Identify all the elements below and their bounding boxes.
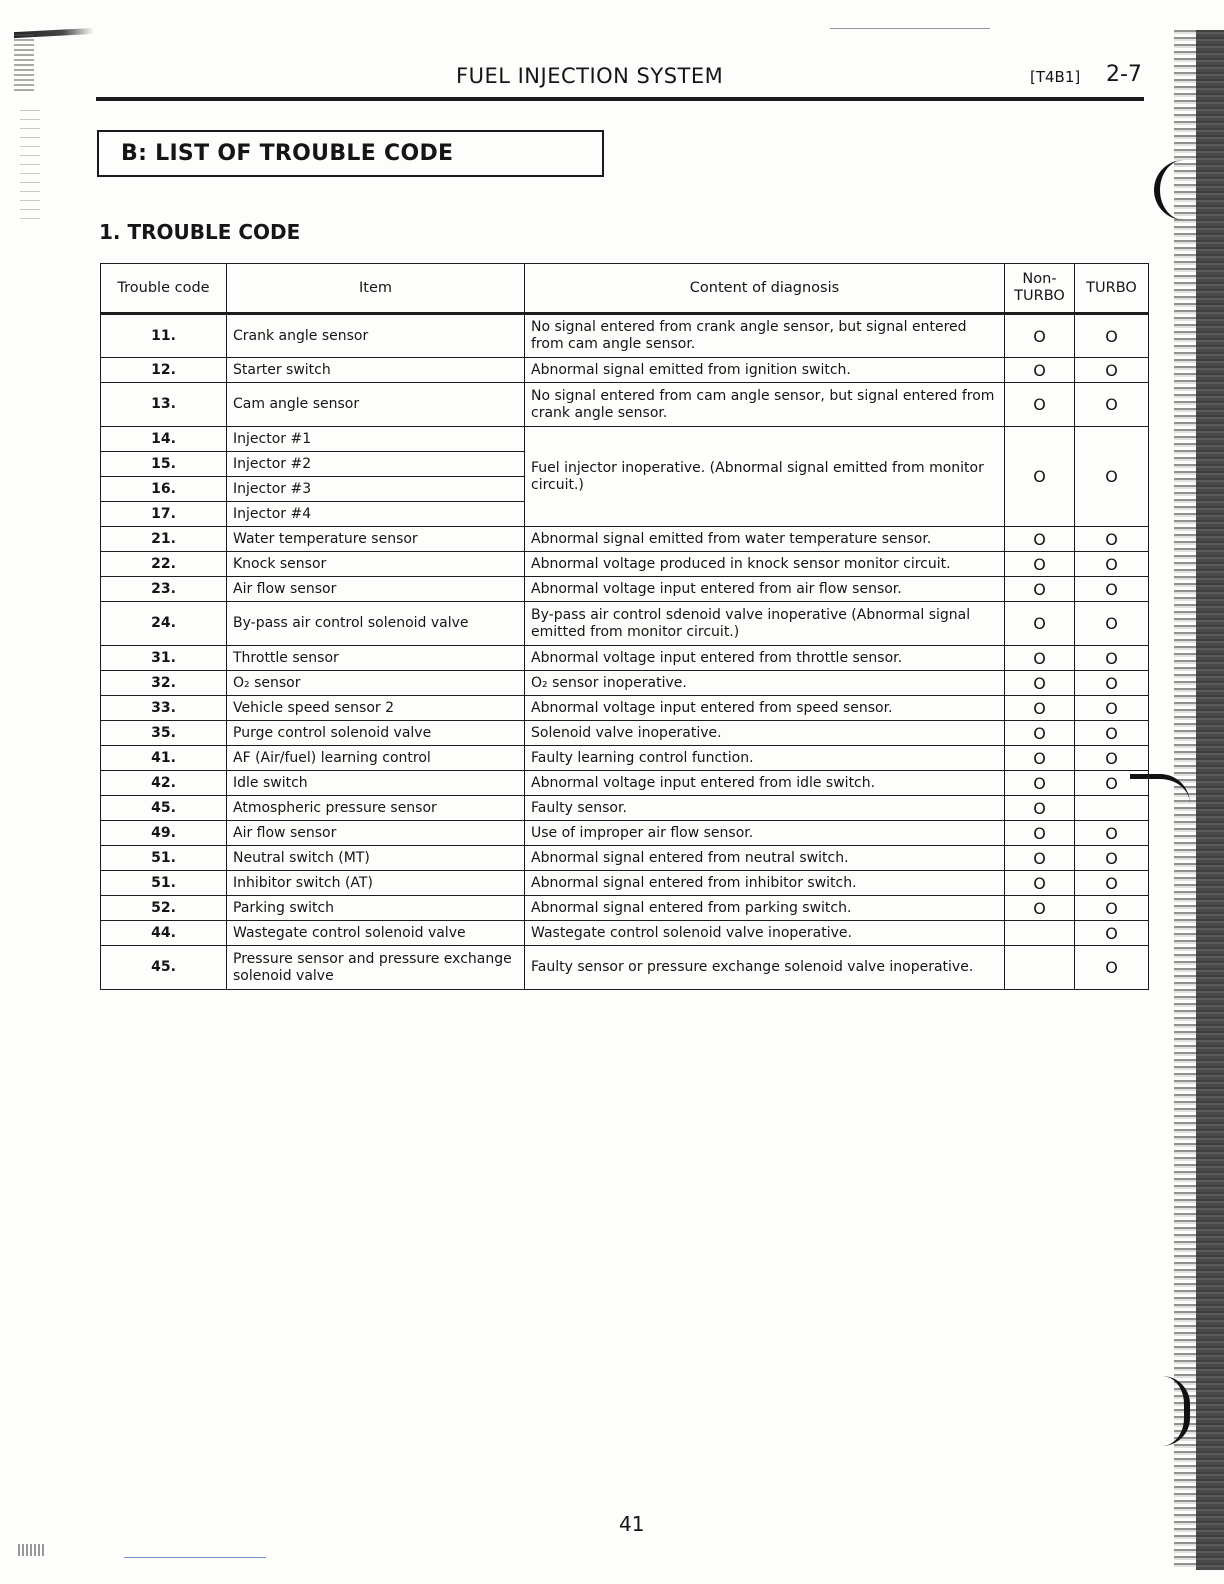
table-row [101, 552, 1149, 577]
diagnosis: No signal entered from cam angle sensor, but signal entered from crank angle sensor. [525, 383, 1005, 427]
trouble-code: 52. [101, 896, 227, 921]
turbo-mark: O [1075, 602, 1149, 646]
table-row [101, 671, 1149, 696]
trouble-code: 35. [101, 721, 227, 746]
turbo-mark: O [1075, 721, 1149, 746]
trouble-code: 44. [101, 921, 227, 946]
table-row [101, 314, 1149, 358]
page-header [96, 62, 1144, 98]
item: Parking switch [227, 896, 525, 921]
trouble-code: 45. [101, 946, 227, 990]
turbo-mark: O [1075, 921, 1149, 946]
diagnosis: By-pass air control sdenoid valve inoperative (Abnormal signal emitted from monitor circuit.) [525, 602, 1005, 646]
trouble-code: 32. [101, 671, 227, 696]
item: Neutral switch (MT) [227, 846, 525, 871]
header-trouble-code: Trouble code [101, 264, 227, 314]
trouble-code: 21. [101, 527, 227, 552]
trouble-code: 13. [101, 383, 227, 427]
trouble-code: 41. [101, 746, 227, 771]
trouble-code: 11. [101, 314, 227, 358]
nonturbo-mark: O [1005, 796, 1075, 821]
nonturbo-mark: O [1005, 577, 1075, 602]
item: O₂ sensor [227, 671, 525, 696]
table-row [101, 796, 1149, 821]
nonturbo-mark: O [1005, 696, 1075, 721]
item: By-pass air control solenoid valve [227, 602, 525, 646]
trouble-code: 22. [101, 552, 227, 577]
header-rule [96, 97, 1144, 101]
diagnosis: Wastegate control solenoid valve inoperative. [525, 921, 1005, 946]
diagnosis: Faulty sensor or pressure exchange solenoid valve inoperative. [525, 946, 1005, 990]
section-title: B: LIST OF TROUBLE CODE [121, 141, 454, 166]
nonturbo-mark: O [1005, 896, 1075, 921]
scan-artifact-binder-ring-top [1154, 160, 1190, 220]
page-number: 41 [619, 1512, 645, 1536]
item: Air flow sensor [227, 577, 525, 602]
scan-artifact-corner-specks [14, 34, 34, 94]
trouble-code: 51. [101, 846, 227, 871]
turbo-mark: O [1075, 771, 1149, 796]
trouble-code: 31. [101, 646, 227, 671]
item: Cam angle sensor [227, 383, 525, 427]
turbo-mark: O [1075, 946, 1149, 990]
diagnosis: Faulty learning control function. [525, 746, 1005, 771]
header-diagnosis: Content of diagnosis [525, 264, 1005, 314]
turbo-mark: O [1075, 646, 1149, 671]
nonturbo-mark: O [1005, 383, 1075, 427]
turbo-mark: O [1075, 527, 1149, 552]
turbo-mark: O [1075, 746, 1149, 771]
item: Crank angle sensor [227, 314, 525, 358]
diagnosis: Faulty sensor. [525, 796, 1005, 821]
nonturbo-mark: O [1005, 746, 1075, 771]
diagnosis: Solenoid valve inoperative. [525, 721, 1005, 746]
diagnosis: No signal entered from crank angle sensor, but signal entered from cam angle sensor. [525, 314, 1005, 358]
table-header-row [101, 264, 1149, 314]
table-row [101, 383, 1149, 427]
trouble-code: 17. [101, 502, 227, 527]
trouble-code: 42. [101, 771, 227, 796]
trouble-code: 33. [101, 696, 227, 721]
header-page-ref: 2-7 [1106, 62, 1142, 87]
trouble-code: 24. [101, 602, 227, 646]
nonturbo-mark: O [1005, 314, 1075, 358]
diagnosis: Abnormal signal emitted from water temperature sensor. [525, 527, 1005, 552]
trouble-code: 15. [101, 452, 227, 477]
nonturbo-mark [1005, 921, 1075, 946]
diagnosis: Use of improper air flow sensor. [525, 821, 1005, 846]
turbo-mark: O [1075, 871, 1149, 896]
item: Vehicle speed sensor 2 [227, 696, 525, 721]
item: Inhibitor switch (AT) [227, 871, 525, 896]
trouble-code: 16. [101, 477, 227, 502]
nonturbo-mark: O [1005, 671, 1075, 696]
item: Purge control solenoid valve [227, 721, 525, 746]
table-row [101, 871, 1149, 896]
item: Air flow sensor [227, 821, 525, 846]
trouble-code: 51. [101, 871, 227, 896]
item: Injector #2 [227, 452, 525, 477]
item: Water temperature sensor [227, 527, 525, 552]
nonturbo-mark: O [1005, 771, 1075, 796]
nonturbo-mark: O [1005, 358, 1075, 383]
header-title: FUEL INJECTION SYSTEM [456, 64, 724, 88]
header-section-code: [T4B1] [1030, 68, 1081, 86]
turbo-mark: O [1075, 671, 1149, 696]
subheading: 1. TROUBLE CODE [99, 220, 301, 244]
item: AF (Air/fuel) learning control [227, 746, 525, 771]
table-row [101, 846, 1149, 871]
table-row [101, 527, 1149, 552]
turbo-mark: O [1075, 314, 1149, 358]
diagnosis: Fuel injector inoperative. (Abnormal signal emitted from monitor circuit.) [525, 427, 1005, 527]
header-item: Item [227, 264, 525, 314]
header-turbo: TURBO [1075, 264, 1149, 314]
turbo-mark: O [1075, 427, 1149, 527]
trouble-code: 23. [101, 577, 227, 602]
turbo-mark: O [1075, 383, 1149, 427]
scan-artifact-bottom-line [124, 1557, 266, 1558]
header-nonturbo: Non-TURBO [1005, 264, 1075, 314]
nonturbo-mark: O [1005, 552, 1075, 577]
diagnosis: Abnormal signal emitted from ignition switch. [525, 358, 1005, 383]
nonturbo-mark: O [1005, 602, 1075, 646]
section-title-box [97, 130, 604, 177]
turbo-mark: O [1075, 577, 1149, 602]
trouble-code: 49. [101, 821, 227, 846]
table-row [101, 646, 1149, 671]
table-row [101, 696, 1149, 721]
nonturbo-mark: O [1005, 871, 1075, 896]
nonturbo-mark: O [1005, 427, 1075, 527]
item: Starter switch [227, 358, 525, 383]
table-row [101, 602, 1149, 646]
diagnosis: Abnormal signal entered from neutral switch. [525, 846, 1005, 871]
item: Idle switch [227, 771, 525, 796]
diagnosis: Abnormal voltage input entered from speed sensor. [525, 696, 1005, 721]
table-row [101, 721, 1149, 746]
table-row [101, 821, 1149, 846]
item: Wastegate control solenoid valve [227, 921, 525, 946]
diagnosis: Abnormal voltage input entered from idle switch. [525, 771, 1005, 796]
table-row [101, 427, 1149, 452]
nonturbo-mark: O [1005, 846, 1075, 871]
table-row [101, 358, 1149, 383]
trouble-code-table [100, 263, 1149, 990]
turbo-mark: O [1075, 552, 1149, 577]
nonturbo-mark: O [1005, 527, 1075, 552]
nonturbo-mark: O [1005, 821, 1075, 846]
diagnosis: Abnormal signal entered from inhibitor switch. [525, 871, 1005, 896]
scan-artifact-bottom-left [18, 1544, 44, 1556]
table-row [101, 946, 1149, 990]
table-row [101, 577, 1149, 602]
table-row [101, 771, 1149, 796]
nonturbo-mark: O [1005, 721, 1075, 746]
item: Injector #1 [227, 427, 525, 452]
turbo-mark: O [1075, 846, 1149, 871]
scan-artifact-top-line [830, 28, 990, 29]
item: Throttle sensor [227, 646, 525, 671]
turbo-mark: O [1075, 358, 1149, 383]
item: Knock sensor [227, 552, 525, 577]
diagnosis: Abnormal voltage input entered from air flow sensor. [525, 577, 1005, 602]
diagnosis: Abnormal voltage produced in knock sensor monitor circuit. [525, 552, 1005, 577]
nonturbo-mark [1005, 946, 1075, 990]
item: Injector #3 [227, 477, 525, 502]
nonturbo-mark: O [1005, 646, 1075, 671]
table-row [101, 746, 1149, 771]
turbo-mark: O [1075, 896, 1149, 921]
item: Pressure sensor and pressure exchange solenoid valve [227, 946, 525, 990]
turbo-mark: O [1075, 696, 1149, 721]
turbo-mark: O [1075, 821, 1149, 846]
trouble-code: 45. [101, 796, 227, 821]
turbo-mark [1075, 796, 1149, 821]
table-row [101, 921, 1149, 946]
diagnosis: O₂ sensor inoperative. [525, 671, 1005, 696]
item: Atmospheric pressure sensor [227, 796, 525, 821]
diagnosis: Abnormal signal entered from parking switch. [525, 896, 1005, 921]
diagnosis: Abnormal voltage input entered from throttle sensor. [525, 646, 1005, 671]
trouble-code: 12. [101, 358, 227, 383]
trouble-code: 14. [101, 427, 227, 452]
scan-artifact-left-specks [20, 110, 40, 220]
table-row [101, 896, 1149, 921]
item: Injector #4 [227, 502, 525, 527]
